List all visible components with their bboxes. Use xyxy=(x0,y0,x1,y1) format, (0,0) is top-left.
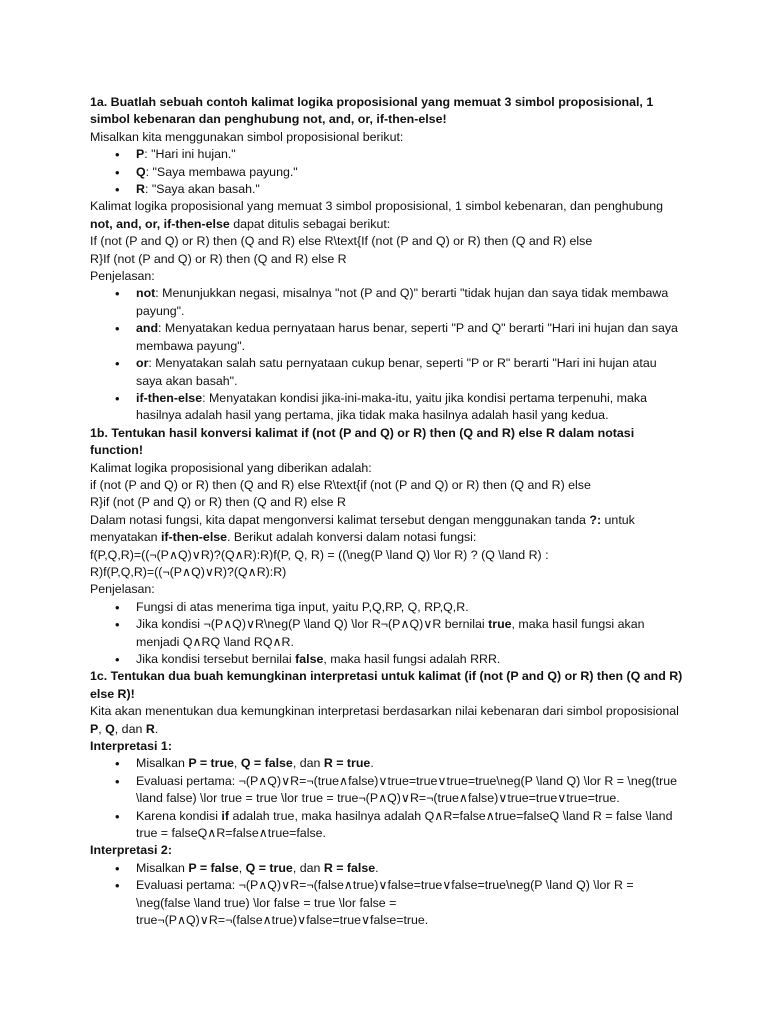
list-item xyxy=(136,808,686,843)
interp2-r: R = false xyxy=(323,860,376,875)
list-item xyxy=(136,390,686,425)
interp2-p: P = false xyxy=(188,860,239,875)
symbol-r-text: : "Saya akan basah." xyxy=(144,182,260,197)
list-item xyxy=(136,164,686,181)
term-if-then-else-desc: : Menyatakan kondisi jika-ini-maka-itu, yaitu jika kondisi pertama terpenuhi, maka hasilnya adalah hasil yang pertama, jika tidak maka hasilnya adalah hasil yang kedua. xyxy=(136,390,647,423)
symbol-r: R xyxy=(136,182,145,197)
ternary-operator: ?: xyxy=(589,512,602,527)
list-item xyxy=(136,355,686,390)
item2-a: Jika kondisi ¬(P∧Q)∨R\neg(P \land Q) \lor R¬(P∧Q)∨R bernilai xyxy=(136,617,489,632)
intro-1c-sep2: , dan xyxy=(114,721,146,736)
if-then-else-bold: if-then-else xyxy=(160,530,228,545)
interp1-kar-bold: if xyxy=(221,808,229,823)
list-item xyxy=(136,860,686,877)
list-item xyxy=(136,755,686,772)
item3-a: Jika kondisi tersebut bernilai xyxy=(136,652,296,666)
interp1-kar-a: Karena kondisi xyxy=(136,808,222,823)
item2-bold: true xyxy=(488,617,512,632)
intro-1c xyxy=(90,703,686,738)
interp1-s2: , dan xyxy=(292,756,324,771)
interp1-q: Q = false xyxy=(240,756,293,771)
document-body xyxy=(90,94,686,930)
intro-1c-r: R xyxy=(145,721,155,736)
penjelasan-1b: Penjelasan: xyxy=(90,582,155,597)
term-not: not xyxy=(136,286,156,301)
formula-1b-line2: R}if (not (P and Q) or R) then (Q and R) else R xyxy=(90,495,346,510)
intro-1b: Kalimat logika proposisional yang diberikan adalah: xyxy=(90,460,372,475)
connective-list xyxy=(90,285,686,424)
symbol-p-text: : "Hari ini hujan." xyxy=(144,147,236,162)
term-or-desc: : Menyatakan salah satu pernyataan cukup benar, seperti "P or R" berarti "Hari ini hujan atau saya akan basah". xyxy=(136,356,657,388)
list-item xyxy=(136,181,686,198)
interp2-s2: , dan xyxy=(292,860,324,875)
item3-b: , maka hasil fungsi adalah RRR. xyxy=(323,652,501,666)
symbol-list xyxy=(90,146,686,198)
connectives-bold: not, and, or, if-then-else xyxy=(90,216,230,231)
list-item xyxy=(136,146,686,163)
function-line2: R)f(P,Q,R)=((¬(P∧Q)∨R)?(Q∧R):R) xyxy=(90,564,287,579)
list-item xyxy=(136,651,686,668)
intro-1c-sep1: , xyxy=(98,721,106,736)
item2-b: , maka hasil fungsi akan menjadi Q∧RQ \land RQ∧R. xyxy=(136,617,645,649)
interp2-s1: , xyxy=(238,860,246,875)
formula-1a-line2: R}If (not (P and Q) or R) then (Q and R) else R xyxy=(90,251,347,266)
paragraph-1b xyxy=(90,512,686,547)
term-if-then-else: if-then-else xyxy=(136,390,203,405)
interp1-title: Interpretasi 1: xyxy=(90,739,172,754)
paragraph-1a xyxy=(90,198,686,233)
term-and: and xyxy=(136,321,159,336)
symbol-q-text: : "Saya membawa payung." xyxy=(145,164,298,179)
interp1-list xyxy=(90,755,686,842)
penjelasan-1a: Penjelasan: xyxy=(90,269,155,284)
paragraph-1b-a: Dalam notasi fungsi, kita dapat mengonversi kalimat tersebut dengan menggunakan tanda xyxy=(90,512,590,527)
list-item xyxy=(136,320,686,355)
function-explain-list xyxy=(90,599,686,669)
paragraph-1a-rest: dapat ditulis sebagai berikut: xyxy=(229,216,391,231)
paragraph-1a-text: Kalimat logika proposisional yang memuat 3 simbol proposisional, 1 simbol kebenaran, dan penghubung xyxy=(90,199,664,214)
symbol-p: P xyxy=(136,147,145,162)
list-item: • Evaluasi pertama: ¬(P∧Q)∨R=¬(false∧true)∨false=true∨false=true\neg(P \land Q) \lor R = \neg(false \land true) \lor false = true \lor false = true¬(P∧Q)∨R=¬(false∧true)∨false=true∨false=true. xyxy=(136,877,686,929)
list-item xyxy=(136,285,686,320)
symbol-q: Q xyxy=(136,164,146,179)
interp2-end: . xyxy=(375,860,379,875)
paragraph-1b-b: untuk menyatakan xyxy=(90,512,635,545)
paragraph-1b-c: . Berikut adalah konversi dalam notasi fungsi: xyxy=(227,530,477,545)
list-item xyxy=(136,616,686,651)
item3-bold: false xyxy=(295,652,324,666)
interp1-r: R = true xyxy=(323,756,371,771)
formula-1a-line1: If (not (P and Q) or R) then (Q and R) else R\text{If (not (P and Q) or R) then (Q and R) else xyxy=(90,234,593,249)
function-line1: f(P,Q,R)=((¬(P∧Q)∨R)?(Q∧R):R)f(P, Q, R) = ((\neg(P \land Q) \lor R) ? (Q \land R) : xyxy=(90,547,549,562)
list-item: • Fungsi di atas menerima tiga input, yaitu P,Q,RP, Q, RP,Q,R. xyxy=(136,599,686,616)
interp2-mis-a: Misalkan xyxy=(136,860,189,875)
interp1-end: . xyxy=(370,756,374,771)
intro-1c-a: Kita akan menentukan dua kemungkinan interpretasi berdasarkan nilai kebenaran dari simbol proposisional xyxy=(90,704,679,719)
intro-1a: Misalkan kita menggunakan simbol proposisional berikut: xyxy=(90,129,404,144)
interp1-mis-a: Misalkan xyxy=(136,756,189,771)
interp2-title: Interpretasi 2: xyxy=(90,843,172,858)
intro-1c-end: . xyxy=(154,721,159,736)
interp2-q: Q = true xyxy=(245,860,293,875)
term-or: or xyxy=(136,356,149,371)
list-item: • Evaluasi pertama: ¬(P∧Q)∨R=¬(true∧false)∨true=true∨true=true\neg(P \land Q) \lor R = \neg(true \land false) \lor true = true \lor true = true¬(P∧Q)∨R=¬(true∧false)∨true=true∨true=true. xyxy=(136,773,686,808)
intro-1c-q: Q xyxy=(105,721,115,736)
interp1-p: P = true xyxy=(188,756,234,771)
interp1-kar-b: adalah true, maka hasilnya adalah Q∧R=false∧true=falseQ \land R = false \land true = falseQ∧R=false∧true=false. xyxy=(136,808,673,841)
heading-1b: 1b. Tentukan hasil konversi kalimat if (not (P and Q) or R) then (Q and R) else R dalam notasi function! xyxy=(90,425,635,458)
intro-1c-p: P xyxy=(90,721,99,736)
interp2-list xyxy=(90,860,686,930)
formula-1b-line1: if (not (P and Q) or R) then (Q and R) else R\text{if (not (P and Q) or R) then (Q and R) else xyxy=(90,477,591,492)
interp1-s1: , xyxy=(233,756,241,771)
heading-1a: 1a. Buatlah sebuah contoh kalimat logika proposisional yang memuat 3 simbol proposisional, 1 simbol kebenaran dan penghubung not, and, or, if-then-else! xyxy=(90,95,654,127)
heading-1c: 1c. Tentukan dua buah kemungkinan interpretasi untuk kalimat (if (not (P and Q) or R) then (Q and R) else R)! xyxy=(90,669,683,701)
term-and-desc: : Menyatakan kedua pernyataan harus benar, seperti "P and Q" berarti "Hari ini hujan dan saya membawa payung". xyxy=(136,321,678,353)
term-not-desc: : Menunjukkan negasi, misalnya "not (P and Q)" berarti "tidak hujan dan saya tidak membawa payung". xyxy=(136,286,669,318)
